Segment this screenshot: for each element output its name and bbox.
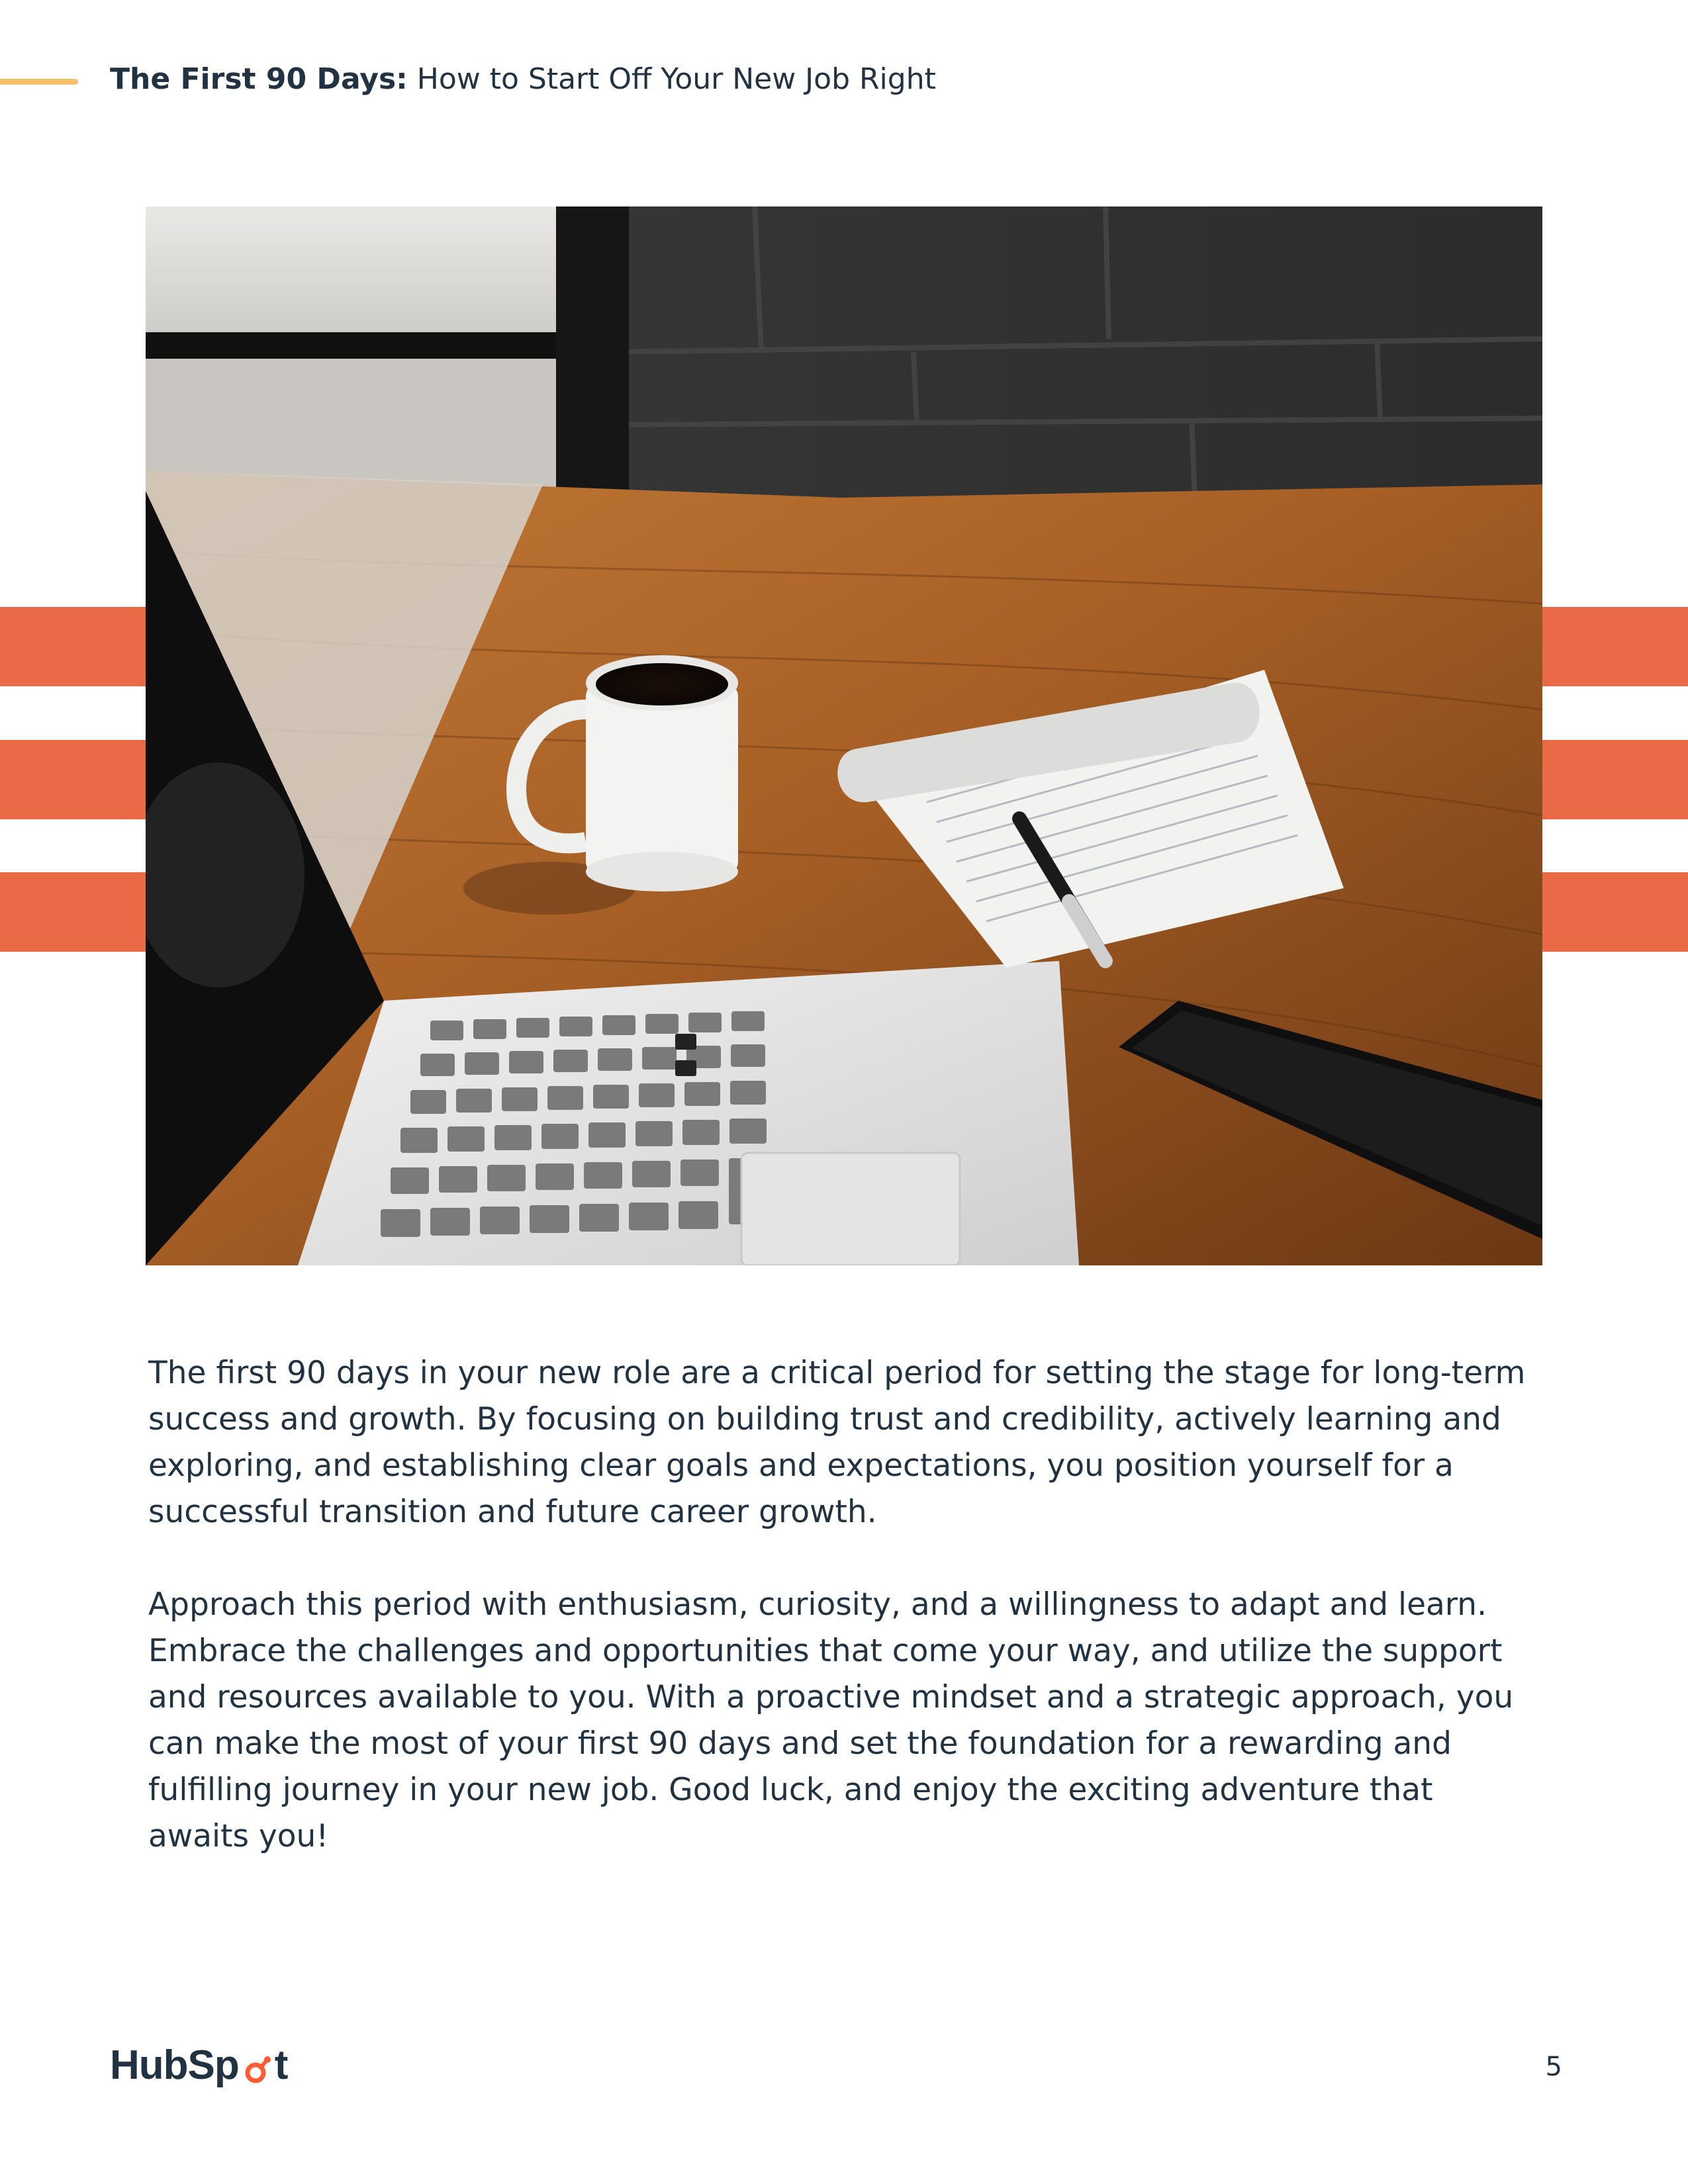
decorative-stripe <box>0 872 146 952</box>
header-accent-bar <box>0 79 78 85</box>
body-text <box>148 1350 1538 1906</box>
header-title-bold: The First 90 Days: <box>110 62 408 96</box>
logo-text: HubSp <box>110 2042 239 2088</box>
sprocket-icon <box>240 2051 273 2084</box>
decorative-stripe <box>1542 872 1688 952</box>
page-header-title <box>110 60 936 99</box>
decorative-stripe <box>0 740 146 819</box>
paragraph: The first 90 days in your new role are a critical period for setting the stage for long-term success and growth. By focusing on building trust and credibility, actively learning and exploring, and establishing clear goals and expectations, you position yourself for a successful transition and future career growth. <box>148 1355 1526 1530</box>
decorative-stripe <box>1542 740 1688 819</box>
paragraph: Approach this period with enthusiasm, curiosity, and a willingness to adapt and learn. Embrace the challenges and opportunities that come your way, and utilize the support and resources available to you. With a proactive mindset and a strategic approach, you can make the most of your first 90 days and set the foundation for a rewarding and fulfilling journey in your new job. Good luck, and enjoy the exciting adventure that awaits you! <box>148 1586 1514 1854</box>
logo-text: t <box>274 2042 288 2088</box>
hubspot-logo <box>110 2042 287 2088</box>
header-title-rest: How to Start Off Your New Job Right <box>407 62 936 96</box>
desk-workspace-photo <box>146 206 1542 1265</box>
page-number: 5 <box>1545 2052 1562 2082</box>
decorative-stripe <box>1542 607 1688 686</box>
decorative-stripe <box>0 607 146 686</box>
